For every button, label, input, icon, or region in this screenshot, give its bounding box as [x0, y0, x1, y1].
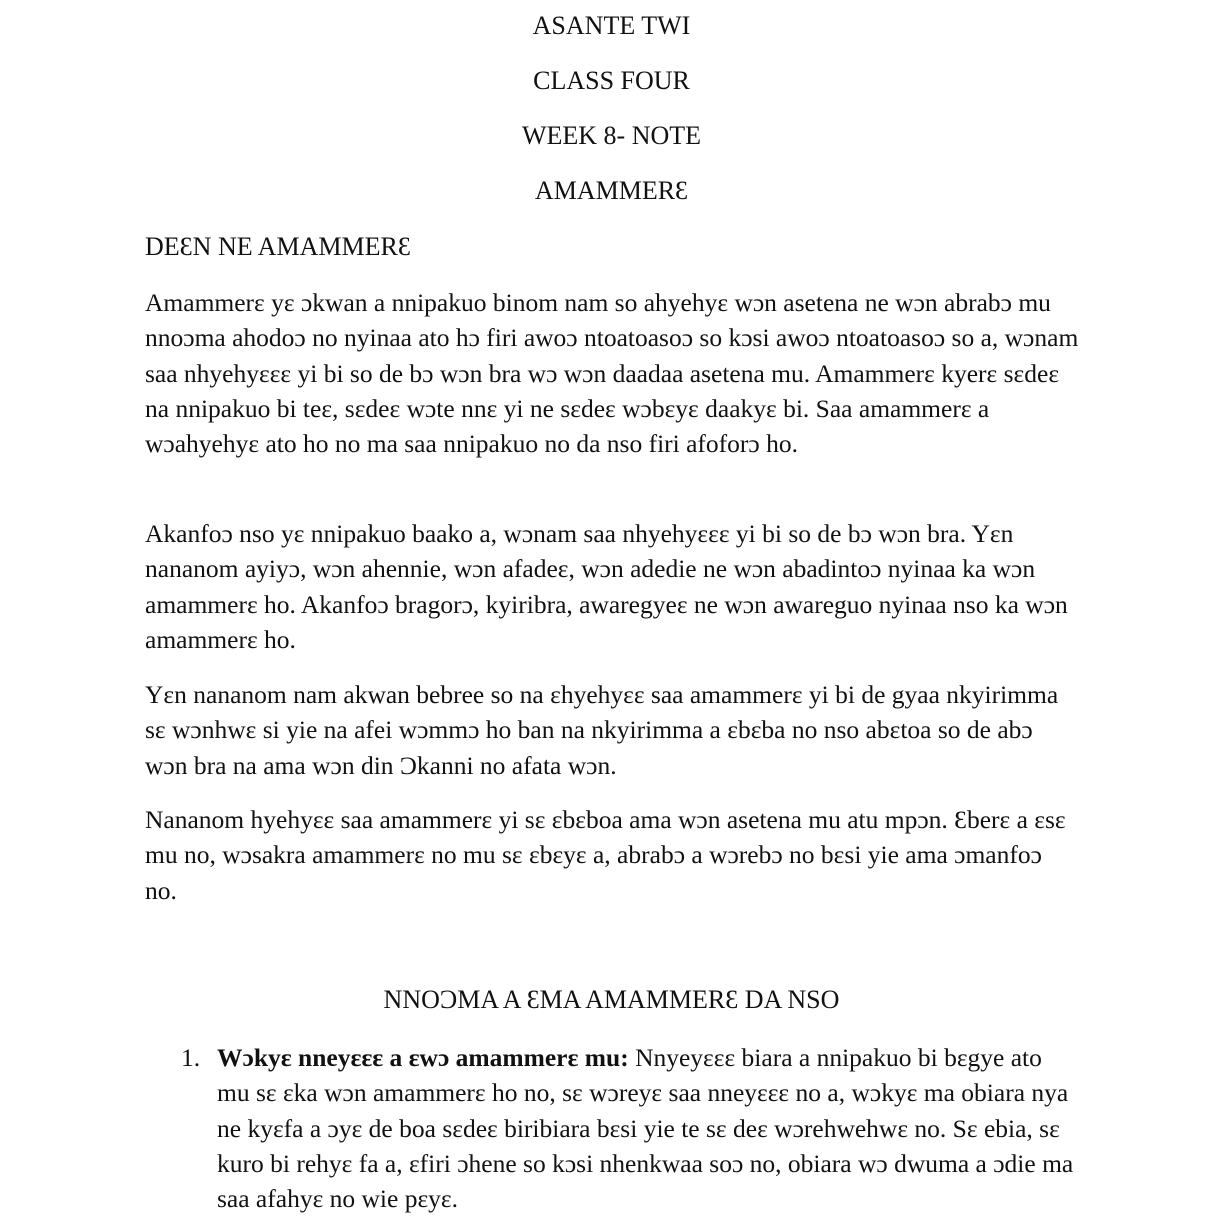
section-heading-features: NNOƆMA A ƐMA AMAMMERƐ DA NSO — [383, 985, 840, 1014]
class-title: CLASS FOUR — [533, 66, 690, 95]
subject-title: ASANTE TWI — [532, 11, 691, 40]
topic-title: AMAMMERƐ — [534, 176, 689, 205]
week-title: WEEK 8- NOTE — [521, 121, 702, 150]
paragraph-4: Nananom hyehyɛɛ saa amammerɛ yi sɛ ɛbɛboa ama wɔn asetena mu atu mpɔn. Ɛberɛ a ɛsɛ mu no, wɔsakra amammerɛ no mu sɛ ɛbɛyɛ a, abrabɔ a wɔrebɔ no bɛsi yie ama ɔmanfoɔ no. — [145, 805, 1066, 905]
section-heading-definition: DEƐN NE AMAMMERƐ — [145, 232, 411, 261]
list-item-number: 1. — [181, 1043, 201, 1072]
paragraph-3: Yɛn nananom nam akwan bebree so na ɛhyehyɛɛ saa amammerɛ yi bi de gyaa nkyirimma sɛ wɔnhwɛ si yie na afei wɔmmɔ ho ban na nkyirimma a ɛbɛba no nso abɛtoa so de abɔ wɔn bra na ama wɔn din Ɔkanni no afata wɔn. — [145, 680, 1059, 780]
list-item-text: Nnyeyɛɛɛ biara a nnipakuo bi bɛgye ato mu sɛ ɛka wɔn amammerɛ ho no, sɛ wɔreyɛ saa nneyɛɛɛ no a, wɔkyɛ ma obiara nya ne kyɛfa a ɔyɛ de boa sɛdeɛ biribiara bɛsi yie te sɛ deɛ wɔrehwehwɛ no. Sɛ ebia, sɛ kuro bi rehyɛ fa a, ɛfiri ɔhene so kɔsi nhenkwaa soɔ no, obiara wɔ dwuma a ɔdie ma saa afahyɛ no wie pɛyɛ. — [217, 1043, 1074, 1214]
paragraph-2: Akanfoɔ nso yɛ nnipakuo baako a, wɔnam saa nhyehyɛɛɛ yi bi so de bɔ wɔn bra. Yɛn nananom ayiyɔ, wɔn ahennie, wɔn afadeɛ, wɔn adedie ne wɔn abadintoɔ nyinaa ka wɔn amammerɛ ho. Akanfoɔ bragorɔ, kyiribra, awaregyeɛ ne wɔn awareguo nyinaa nso ka wɔn amammerɛ ho. — [145, 519, 1068, 654]
paragraph-1: Amammerɛ yɛ ɔkwan a nnipakuo binom nam so ahyehyɛ wɔn asetena ne wɔn abrabɔ mu nnoɔma ahodoɔ no nyinaa ato hɔ firi awoɔ ntoatoasoɔ so kɔsi awoɔ ntoatoasoɔ so a, wɔnam saa nhyehyɛɛɛ yi bi so de bɔ wɔn bra wɔ wɔn daadaa asetena mu. Amammerɛ kyerɛ sɛdeɛ na nnipakuo bi teɛ, sɛdeɛ wɔte nnɛ yi ne sɛdeɛ wɔbɛyɛ daakyɛ bi. Saa amammerɛ a wɔahyehyɛ ato ho no ma saa nnipakuo no da nso firi afoforɔ ho. — [145, 288, 1079, 459]
list-item — [217, 1040, 1080, 1216]
list-item-title: Wɔkyɛ nneyɛɛɛ a ɛwɔ amammerɛ mu: — [217, 1043, 629, 1072]
